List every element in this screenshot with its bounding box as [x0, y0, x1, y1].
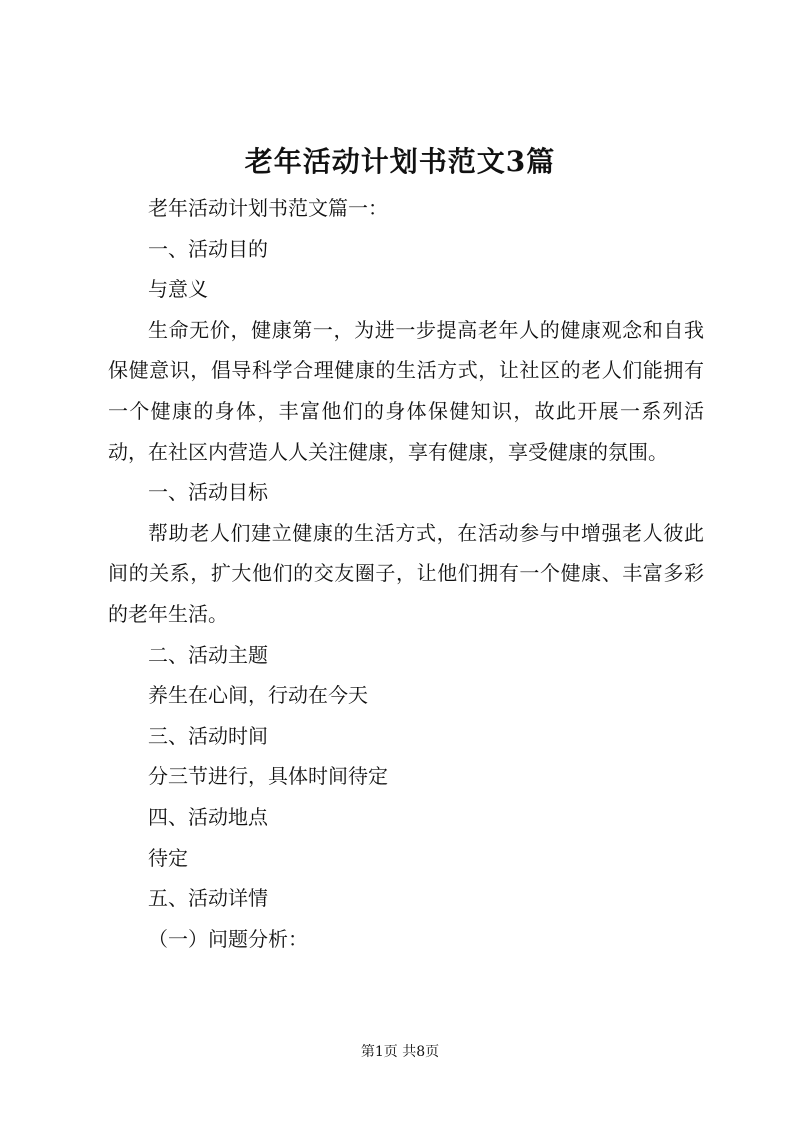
heading-activity-theme: 二、活动主题	[148, 642, 268, 667]
paragraph-time-body: 分三节进行，具体时间待定	[148, 764, 388, 789]
heading-activity-time: 三、活动时间	[148, 723, 268, 748]
heading-activity-purpose: 一、活动目的	[148, 236, 268, 261]
page-footer: 第1页 共8页	[360, 1044, 440, 1060]
document-body	[108, 188, 704, 959]
paragraph-location-body: 待定	[148, 845, 188, 870]
heading-activity-location: 四、活动地点	[148, 804, 268, 829]
heading-activity-goal: 一、活动目标	[148, 480, 268, 505]
document-title: 老年活动计划书范文3篇	[244, 145, 556, 178]
paragraph-section-intro: 老年活动计划书范文篇一：	[148, 196, 388, 220]
heading-activity-significance: 与意义	[148, 277, 208, 302]
paragraph-goal-body: 帮助老人们建立健康的生活方式，在活动参与中增强老人彼此间的关系，扩大他们的交友圈子，让他们拥有一个健康、丰富多彩的老年生活。	[108, 520, 704, 626]
paragraph-theme-body: 养生在心间，行动在今天	[148, 683, 368, 708]
heading-problem-analysis: （一）问题分析：	[148, 926, 308, 951]
heading-activity-details: 五、活动详情	[148, 886, 268, 911]
paragraph-purpose-body: 生命无价，健康第一，为进一步提高老年人的健康观念和自我保健意识，倡导科学合理健康的生活方式，让社区的老人们能拥有一个健康的身体，丰富他们的身体保健知识，故此开展一系列活动，在社区内营造人人关注健康，享有健康，享受健康的氛围。	[108, 317, 704, 464]
